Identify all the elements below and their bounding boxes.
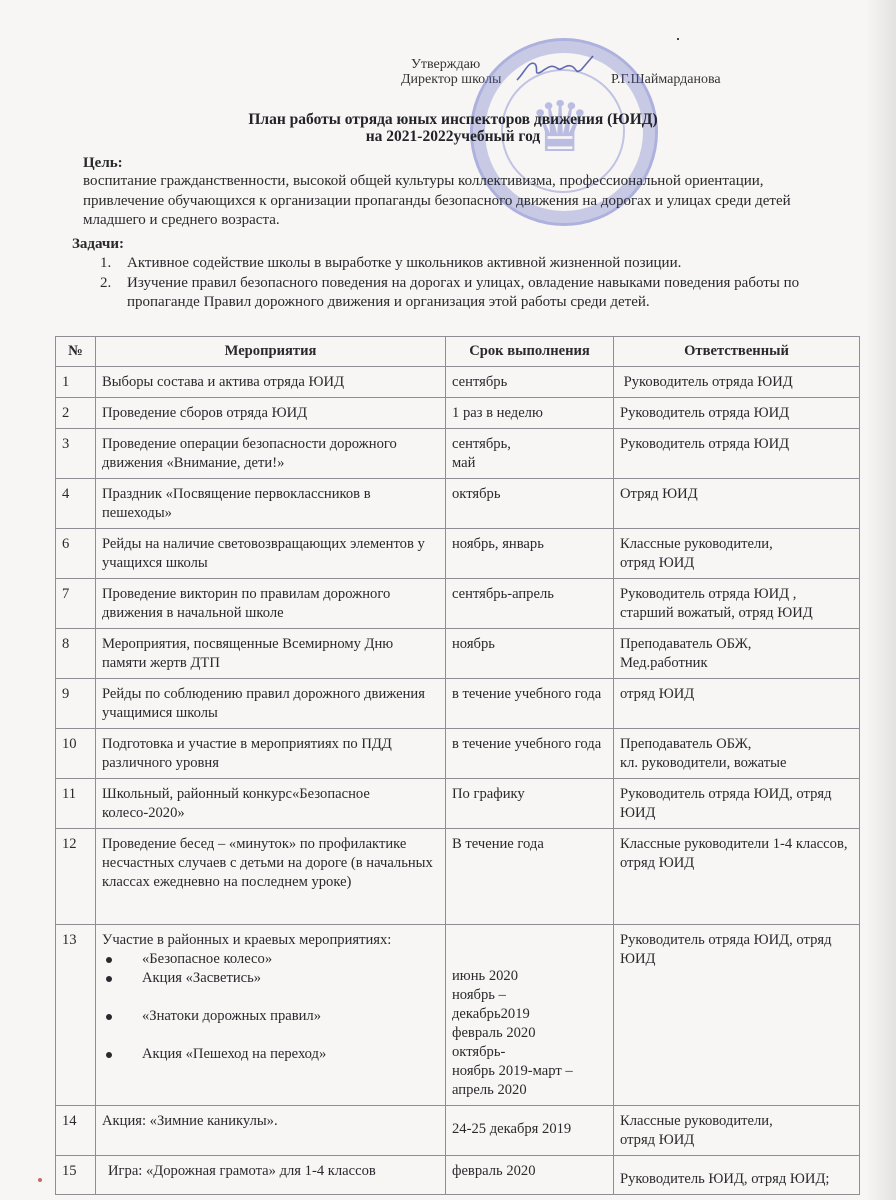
header-responsible: Ответственный bbox=[614, 337, 860, 367]
table-row bbox=[56, 579, 860, 629]
table-header-row bbox=[56, 337, 860, 367]
row-number: 1 bbox=[56, 367, 96, 398]
row-number: 8 bbox=[56, 629, 96, 679]
row-number: 15 bbox=[56, 1156, 96, 1195]
row-date bbox=[446, 925, 614, 1106]
table-row bbox=[56, 679, 860, 729]
row-date: сентябрь-апрель bbox=[446, 579, 614, 629]
task-text: Активное содействие школы в выработке у школьников активной жизненной позиции. bbox=[127, 255, 682, 271]
row-responsible: Руководитель отряда ЮИД bbox=[614, 367, 860, 398]
activity-plan-table bbox=[55, 336, 860, 1195]
row-number: 3 bbox=[56, 429, 96, 479]
event-subitem: «Знатоки дорожных правил» bbox=[102, 1007, 439, 1026]
date-line: ноябрь 2019-март – bbox=[452, 1063, 573, 1079]
table-row bbox=[56, 1156, 860, 1195]
row-responsible: Руководитель отряда ЮИД bbox=[614, 398, 860, 429]
tasks-label: Задачи: bbox=[72, 236, 125, 252]
table-row bbox=[56, 529, 860, 579]
date-line: апрель 2020 bbox=[452, 1082, 527, 1098]
event-intro: Участие в районных и краевых мероприятиях: bbox=[102, 932, 392, 948]
row-responsible: Отряд ЮИД bbox=[614, 479, 860, 529]
row-date: 24-25 декабря 2019 bbox=[446, 1106, 614, 1156]
row-responsible bbox=[614, 529, 860, 579]
row-date: 1 раз в неделю bbox=[446, 398, 614, 429]
row-event bbox=[96, 925, 446, 1106]
row-event: Праздник «Посвящение первоклассников в пешеходы» bbox=[96, 479, 446, 529]
row-responsible bbox=[614, 1106, 860, 1156]
task-item bbox=[100, 274, 800, 313]
date-line: июнь 2020 bbox=[452, 968, 519, 984]
row-date bbox=[446, 429, 614, 479]
approval-name: Р.Г.Шаймарданова bbox=[611, 72, 721, 87]
row-number: 9 bbox=[56, 679, 96, 729]
row-event: Игра: «Дорожная грамота» для 1-4 классов bbox=[96, 1156, 446, 1195]
row-date: ноябрь bbox=[446, 629, 614, 679]
event-subitem: Акция «Пешеход на переход» bbox=[102, 1045, 439, 1064]
task-text: Изучение правил безопасного поведения на дорогах и улицах, овладение навыками поведения работы по пропаганде Правил дорожного движения и организация этой работы среди детей. bbox=[127, 274, 800, 310]
table-row bbox=[56, 729, 860, 779]
header-event: Мероприятия bbox=[96, 337, 446, 367]
row-event: Акция: «Зимние каникулы». bbox=[96, 1106, 446, 1156]
row-responsible: Классные руководители 1-4 классов, отряд ЮИД bbox=[614, 829, 860, 925]
responsible-line: Преподаватель ОБЖ, bbox=[620, 636, 752, 652]
row-number: 10 bbox=[56, 729, 96, 779]
responsible-line: кл. руководители, вожатые bbox=[620, 755, 787, 771]
row-responsible: Руководитель отряда ЮИД , старший вожатый, отряд ЮИД bbox=[614, 579, 860, 629]
row-number: 14 bbox=[56, 1106, 96, 1156]
row-number: 4 bbox=[56, 479, 96, 529]
responsible-line: Классные руководители, bbox=[620, 536, 773, 552]
row-date: По графику bbox=[446, 779, 614, 829]
row-date: в течение учебного года bbox=[446, 679, 614, 729]
row-event: Проведение викторин по правилам дорожного движения в начальной школе bbox=[96, 579, 446, 629]
date-line: февраль 2020 bbox=[452, 1025, 536, 1041]
header-number: № bbox=[56, 337, 96, 367]
table-row bbox=[56, 629, 860, 679]
date-line: ноябрь – bbox=[452, 987, 506, 1003]
date-line: сентябрь, bbox=[452, 436, 511, 452]
responsible-line: отряд ЮИД bbox=[620, 555, 695, 571]
event-sublist bbox=[102, 950, 439, 1064]
goal-label: Цель: bbox=[83, 155, 123, 171]
table-row bbox=[56, 1106, 860, 1156]
row-number: 13 bbox=[56, 925, 96, 1106]
tasks-list bbox=[100, 254, 800, 313]
approval-position: Директор школы bbox=[401, 72, 502, 87]
row-responsible: Руководитель отряда ЮИД, отряд ЮИД bbox=[614, 925, 860, 1106]
header-date: Срок выполнения bbox=[446, 337, 614, 367]
responsible-line: Мед.работник bbox=[620, 655, 708, 671]
row-event: Выборы состава и актива отряда ЮИД bbox=[96, 367, 446, 398]
row-event: Проведение бесед – «минуток» по профилактике несчастных случаев с детьми на дороге (в начальных классах ежедневно на последнем уроке) bbox=[96, 829, 446, 925]
ink-speck bbox=[677, 38, 679, 40]
row-responsible: Руководитель ЮИД, отряд ЮИД; bbox=[614, 1156, 860, 1195]
date-line: декабрь2019 bbox=[452, 1006, 530, 1022]
responsible-line: отряд ЮИД bbox=[620, 1132, 695, 1148]
responsible-line: Преподаватель ОБЖ, bbox=[620, 736, 752, 752]
double-headed-eagle-emblem-icon: ♛ bbox=[528, 90, 592, 167]
event-subitem: Акция «Засветись» bbox=[102, 969, 439, 988]
task-item bbox=[100, 254, 800, 274]
row-date: октябрь bbox=[446, 479, 614, 529]
approval-label: Утверждаю bbox=[411, 57, 481, 72]
row-date: в течение учебного года bbox=[446, 729, 614, 779]
table-row bbox=[56, 829, 860, 925]
row-date: февраль 2020 bbox=[446, 1156, 614, 1195]
task-number: 2. bbox=[100, 274, 112, 291]
row-responsible: Руководитель отряда ЮИД, отряд ЮИД bbox=[614, 779, 860, 829]
row-date: В течение года bbox=[446, 829, 614, 925]
document-title: План работы отряда юных инспекторов движения (ЮИД) bbox=[248, 111, 658, 128]
row-number: 2 bbox=[56, 398, 96, 429]
row-date: ноябрь, январь bbox=[446, 529, 614, 579]
date-line: май bbox=[452, 455, 476, 471]
row-responsible bbox=[614, 729, 860, 779]
row-responsible bbox=[614, 629, 860, 679]
row-event: Проведение операции безопасности дорожного движения «Внимание, дети!» bbox=[96, 429, 446, 479]
responsible-line: Классные руководители, bbox=[620, 1113, 773, 1129]
row-event: Школьный, районный конкурс«Безопасное колесо-2020» bbox=[96, 779, 446, 829]
row-number: 7 bbox=[56, 579, 96, 629]
row-responsible: Руководитель отряда ЮИД bbox=[614, 429, 860, 479]
red-ink-dot bbox=[38, 1178, 42, 1182]
task-number: 1. bbox=[100, 255, 112, 271]
row-event: Рейды на наличие световозвращающих элементов у учащихся школы bbox=[96, 529, 446, 579]
row-event: Подготовка и участие в мероприятиях по ПДД различного уровня bbox=[96, 729, 446, 779]
row-event: Мероприятия, посвященные Всемирному Дню памяти жертв ДТП bbox=[96, 629, 446, 679]
document-subtitle-year: на 2021-2022учебный год bbox=[365, 128, 541, 145]
table-row bbox=[56, 779, 860, 829]
row-number: 6 bbox=[56, 529, 96, 579]
page-edge-shadow bbox=[866, 0, 896, 1200]
row-event: Рейды по соблюдению правил дорожного движения учащимися школы bbox=[96, 679, 446, 729]
table-row bbox=[56, 367, 860, 398]
date-line: октябрь- bbox=[452, 1044, 506, 1060]
event-subitem: «Безопасное колесо» bbox=[102, 950, 439, 969]
row-responsible: отряд ЮИД bbox=[614, 679, 860, 729]
director-signature bbox=[515, 54, 595, 84]
table-row bbox=[56, 429, 860, 479]
row-number: 11 bbox=[56, 779, 96, 829]
table-row bbox=[56, 398, 860, 429]
goal-text: воспитание гражданственности, высокой общей культуры коллективизма, профессиональной ориентации, привлечение обучающихся к организации пропаганды безопасного движения на дорогах и улицах среди детей младшего и среднего возраста. bbox=[83, 173, 791, 228]
table-row bbox=[56, 479, 860, 529]
table-row bbox=[56, 925, 860, 1106]
row-number: 12 bbox=[56, 829, 96, 925]
row-date: сентябрь bbox=[446, 367, 614, 398]
row-event: Проведение сборов отряда ЮИД bbox=[96, 398, 446, 429]
